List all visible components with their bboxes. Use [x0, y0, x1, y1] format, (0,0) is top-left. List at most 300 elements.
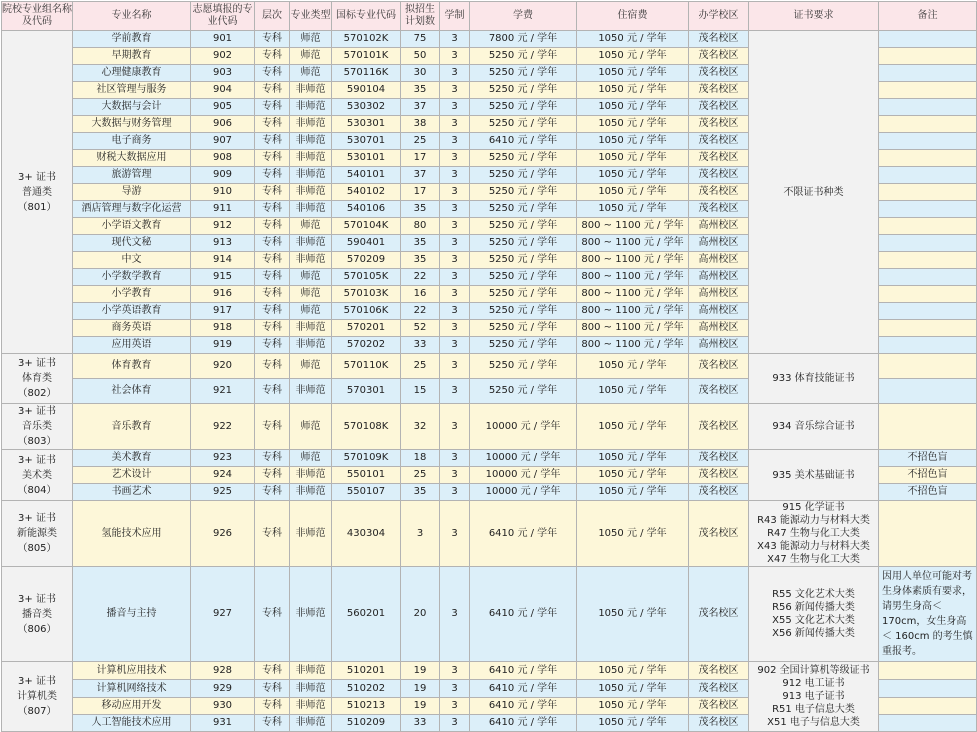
- campus: 茂名校区: [689, 201, 749, 218]
- plan-count: 19: [401, 680, 440, 698]
- national-code: 430304: [332, 501, 401, 567]
- major-type: 师范: [290, 286, 332, 303]
- years: 3: [440, 184, 470, 201]
- group-sub: 普通类: [22, 186, 52, 198]
- level: 专科: [255, 184, 290, 201]
- col-header-campus: 办学校区: [689, 2, 749, 31]
- major-type: 非师范: [290, 484, 332, 501]
- dorm-fee: 800 ~ 1100 元 / 学年: [577, 337, 689, 354]
- remark: [879, 354, 977, 379]
- level: 专科: [255, 320, 290, 337]
- major-name: 大数据与财务管理: [73, 116, 191, 133]
- level: 专科: [255, 167, 290, 184]
- col-header-level: 层次: [255, 2, 290, 31]
- tuition: 5250 元 / 学年: [470, 269, 577, 286]
- national-code: 570105K: [332, 269, 401, 286]
- remark: [879, 82, 977, 99]
- campus: 茂名校区: [689, 82, 749, 99]
- cert-requirement: [749, 567, 879, 662]
- campus: 茂名校区: [689, 133, 749, 150]
- cert-line: 913 电子证书: [782, 691, 845, 702]
- plan-count: 18: [401, 450, 440, 467]
- major-code: 928: [191, 662, 255, 680]
- tuition: 5250 元 / 学年: [470, 116, 577, 133]
- major-name: 计算机应用技术: [73, 662, 191, 680]
- major-type: 师范: [290, 65, 332, 82]
- dorm-fee: 1050 元 / 学年: [577, 48, 689, 65]
- major-type: 非师范: [290, 698, 332, 715]
- remark: [879, 48, 977, 65]
- major-code: 915: [191, 269, 255, 286]
- table-row: [2, 567, 977, 662]
- major-type: 非师范: [290, 337, 332, 354]
- national-code: 570301: [332, 379, 401, 404]
- group-cell: [2, 31, 73, 354]
- cert-line: X43 能源动力与材料大类: [757, 541, 870, 552]
- major-name: 应用英语: [73, 337, 191, 354]
- years: 3: [440, 218, 470, 235]
- major-type: 非师范: [290, 501, 332, 567]
- years: 3: [440, 379, 470, 404]
- plan-count: 20: [401, 567, 440, 662]
- major-type: 非师范: [290, 662, 332, 680]
- remark: [879, 501, 977, 567]
- tuition: 10000 元 / 学年: [470, 467, 577, 484]
- tuition: 5250 元 / 学年: [470, 235, 577, 252]
- national-code: 530302: [332, 99, 401, 116]
- cert-line: 不限证书种类: [783, 186, 844, 198]
- campus: 高州校区: [689, 320, 749, 337]
- group-name: 3+ 证书: [18, 358, 56, 369]
- plan-count: 35: [401, 235, 440, 252]
- table-row: [2, 501, 977, 567]
- years: 3: [440, 484, 470, 501]
- plan-count: 37: [401, 99, 440, 116]
- major-name: 小学英语教育: [73, 303, 191, 320]
- national-code: 540102: [332, 184, 401, 201]
- tuition: 5250 元 / 学年: [470, 218, 577, 235]
- cert-line: R55 文化艺术大类: [772, 589, 855, 600]
- remark: [879, 99, 977, 116]
- group-cell: [2, 662, 73, 732]
- group-code: （802）: [17, 388, 57, 399]
- tuition: 5250 元 / 学年: [470, 167, 577, 184]
- group-code: （806）: [17, 623, 57, 635]
- tuition: 6410 元 / 学年: [470, 133, 577, 150]
- col-header-cert: 证书要求: [749, 2, 879, 31]
- dorm-fee: 1050 元 / 学年: [577, 167, 689, 184]
- col-header-dorm: 住宿费: [577, 2, 689, 31]
- tuition: 5250 元 / 学年: [470, 354, 577, 379]
- major-name: 播音与主持: [73, 567, 191, 662]
- campus: 茂名校区: [689, 167, 749, 184]
- level: 专科: [255, 337, 290, 354]
- campus: 茂名校区: [689, 48, 749, 65]
- level: 专科: [255, 404, 290, 450]
- major-type: 师范: [290, 450, 332, 467]
- level: 专科: [255, 501, 290, 567]
- tuition: 6410 元 / 学年: [470, 698, 577, 715]
- remark: [879, 184, 977, 201]
- plan-count: 30: [401, 65, 440, 82]
- plan-count: 3: [401, 501, 440, 567]
- major-type: 非师范: [290, 82, 332, 99]
- col-header-plan: 拟招生计划数: [401, 2, 440, 31]
- tuition: 10000 元 / 学年: [470, 450, 577, 467]
- national-code: 570106K: [332, 303, 401, 320]
- tuition: 5250 元 / 学年: [470, 201, 577, 218]
- group-sub: 体育类: [22, 373, 52, 384]
- tuition: 6410 元 / 学年: [470, 715, 577, 732]
- remark: [879, 337, 977, 354]
- dorm-fee: 1050 元 / 学年: [577, 354, 689, 379]
- major-code: 918: [191, 320, 255, 337]
- campus: 茂名校区: [689, 31, 749, 48]
- major-type: 师范: [290, 218, 332, 235]
- col-header-fee: 学费: [470, 2, 577, 31]
- national-code: 540106: [332, 201, 401, 218]
- national-code: 570116K: [332, 65, 401, 82]
- major-code: 917: [191, 303, 255, 320]
- plan-count: 35: [401, 252, 440, 269]
- major-type: 非师范: [290, 252, 332, 269]
- level: 专科: [255, 82, 290, 99]
- group-name: 3+ 证书: [18, 454, 56, 466]
- years: 3: [440, 567, 470, 662]
- tuition: 10000 元 / 学年: [470, 404, 577, 450]
- plan-count: 25: [401, 467, 440, 484]
- major-type: 师范: [290, 31, 332, 48]
- group-sub: 计算机类: [17, 691, 57, 702]
- campus: 茂名校区: [689, 99, 749, 116]
- campus: 茂名校区: [689, 715, 749, 732]
- cert-line: X56 新闻传播大类: [772, 628, 855, 639]
- major-code: 912: [191, 218, 255, 235]
- major-code: 914: [191, 252, 255, 269]
- years: 3: [440, 467, 470, 484]
- dorm-fee: 1050 元 / 学年: [577, 680, 689, 698]
- major-type: 师范: [290, 303, 332, 320]
- years: 3: [440, 116, 470, 133]
- national-code: 570102K: [332, 31, 401, 48]
- remark: [879, 320, 977, 337]
- cert-line: X51 电子与信息大类: [767, 717, 860, 728]
- plan-count: 19: [401, 698, 440, 715]
- remark: 不招色盲: [879, 484, 977, 501]
- level: 专科: [255, 65, 290, 82]
- campus: 高州校区: [689, 218, 749, 235]
- cert-line: R47 生物与化工大类: [767, 528, 860, 539]
- remark: [879, 379, 977, 404]
- major-name: 小学语文教育: [73, 218, 191, 235]
- major-code: 913: [191, 235, 255, 252]
- years: 3: [440, 501, 470, 567]
- years: 3: [440, 269, 470, 286]
- major-type: 非师范: [290, 99, 332, 116]
- group-sub: 美术类: [22, 469, 52, 481]
- major-type: 非师范: [290, 201, 332, 218]
- years: 3: [440, 303, 470, 320]
- tuition: 5250 元 / 学年: [470, 65, 577, 82]
- years: 3: [440, 31, 470, 48]
- national-code: 530301: [332, 116, 401, 133]
- level: 专科: [255, 379, 290, 404]
- national-code: 510201: [332, 662, 401, 680]
- dorm-fee: 1050 元 / 学年: [577, 379, 689, 404]
- national-code: 530701: [332, 133, 401, 150]
- cert-requirement: [749, 662, 879, 732]
- major-code: 919: [191, 337, 255, 354]
- major-code: 930: [191, 698, 255, 715]
- level: 专科: [255, 662, 290, 680]
- national-code: 570109K: [332, 450, 401, 467]
- group-sub: 音乐类: [22, 421, 52, 432]
- major-code: 924: [191, 467, 255, 484]
- dorm-fee: 1050 元 / 学年: [577, 467, 689, 484]
- remark: [879, 150, 977, 167]
- major-name: 导游: [73, 184, 191, 201]
- group-sub: 播音类: [22, 608, 52, 620]
- major-name: 美术教育: [73, 450, 191, 467]
- remark: [879, 218, 977, 235]
- years: 3: [440, 99, 470, 116]
- national-code: 570103K: [332, 286, 401, 303]
- dorm-fee: 800 ~ 1100 元 / 学年: [577, 252, 689, 269]
- campus: 茂名校区: [689, 680, 749, 698]
- campus: 高州校区: [689, 286, 749, 303]
- years: 3: [440, 201, 470, 218]
- plan-count: 15: [401, 379, 440, 404]
- col-header-group: 院校专业组名称及代码: [2, 2, 73, 31]
- dorm-fee: 800 ~ 1100 元 / 学年: [577, 286, 689, 303]
- dorm-fee: 800 ~ 1100 元 / 学年: [577, 218, 689, 235]
- tuition: 10000 元 / 学年: [470, 484, 577, 501]
- campus: 茂名校区: [689, 450, 749, 467]
- national-code: 510209: [332, 715, 401, 732]
- dorm-fee: 1050 元 / 学年: [577, 662, 689, 680]
- remark: 不招色盲: [879, 450, 977, 467]
- major-name: 体育教育: [73, 354, 191, 379]
- tuition: 5250 元 / 学年: [470, 184, 577, 201]
- tuition: 5250 元 / 学年: [470, 337, 577, 354]
- group-cell: [2, 404, 73, 450]
- major-name: 财税大数据应用: [73, 150, 191, 167]
- cert-requirement: [749, 404, 879, 450]
- tuition: 5250 元 / 学年: [470, 379, 577, 404]
- major-code: 902: [191, 48, 255, 65]
- major-name: 早期教育: [73, 48, 191, 65]
- years: 3: [440, 698, 470, 715]
- campus: 茂名校区: [689, 184, 749, 201]
- col-header-major-code: 志愿填报的专业代码: [191, 2, 255, 31]
- campus: 茂名校区: [689, 467, 749, 484]
- remark: [879, 31, 977, 48]
- campus: 茂名校区: [689, 354, 749, 379]
- major-name: 电子商务: [73, 133, 191, 150]
- plan-count: 50: [401, 48, 440, 65]
- level: 专科: [255, 150, 290, 167]
- plan-count: 33: [401, 337, 440, 354]
- years: 3: [440, 82, 470, 99]
- table-body: [2, 31, 977, 732]
- cert-line: X47 生物与化工大类: [767, 554, 860, 565]
- national-code: 570201: [332, 320, 401, 337]
- campus: 茂名校区: [689, 698, 749, 715]
- cert-line: X55 文化艺术大类: [772, 615, 855, 626]
- plan-count: 35: [401, 484, 440, 501]
- national-code: 590401: [332, 235, 401, 252]
- group-name: 3+ 证书: [18, 406, 56, 417]
- major-code: 903: [191, 65, 255, 82]
- dorm-fee: 800 ~ 1100 元 / 学年: [577, 269, 689, 286]
- table-row: [2, 31, 977, 48]
- col-header-type: 专业类型: [290, 2, 332, 31]
- dorm-fee: 1050 元 / 学年: [577, 567, 689, 662]
- years: 3: [440, 450, 470, 467]
- campus: 高州校区: [689, 252, 749, 269]
- remark: [879, 201, 977, 218]
- major-name: 商务英语: [73, 320, 191, 337]
- dorm-fee: 1050 元 / 学年: [577, 715, 689, 732]
- major-code: 931: [191, 715, 255, 732]
- dorm-fee: 800 ~ 1100 元 / 学年: [577, 235, 689, 252]
- major-code: 906: [191, 116, 255, 133]
- remark: [879, 662, 977, 680]
- remark: [879, 286, 977, 303]
- admissions-table: [1, 1, 977, 732]
- level: 专科: [255, 450, 290, 467]
- table-row: [2, 450, 977, 467]
- major-type: 非师范: [290, 184, 332, 201]
- tuition: 5250 元 / 学年: [470, 150, 577, 167]
- group-name: 3+ 证书: [18, 513, 56, 524]
- group-code: （801）: [17, 201, 57, 213]
- remark: [879, 404, 977, 450]
- remark: [879, 65, 977, 82]
- major-code: 905: [191, 99, 255, 116]
- major-code: 921: [191, 379, 255, 404]
- cert-requirement: [749, 501, 879, 567]
- group-code: （805）: [17, 543, 57, 554]
- tuition: 5250 元 / 学年: [470, 320, 577, 337]
- major-code: 910: [191, 184, 255, 201]
- remark: [879, 269, 977, 286]
- plan-count: 52: [401, 320, 440, 337]
- years: 3: [440, 48, 470, 65]
- major-code: 904: [191, 82, 255, 99]
- major-name: 社会体育: [73, 379, 191, 404]
- major-type: 师范: [290, 269, 332, 286]
- major-name: 酒店管理与数字化运营: [73, 201, 191, 218]
- plan-count: 25: [401, 354, 440, 379]
- major-name: 现代文秘: [73, 235, 191, 252]
- dorm-fee: 1050 元 / 学年: [577, 484, 689, 501]
- dorm-fee: 1050 元 / 学年: [577, 82, 689, 99]
- major-code: 908: [191, 150, 255, 167]
- level: 专科: [255, 201, 290, 218]
- group-cell: [2, 501, 73, 567]
- level: 专科: [255, 116, 290, 133]
- major-name: 人工智能技术应用: [73, 715, 191, 732]
- tuition: 6410 元 / 学年: [470, 680, 577, 698]
- group-code: （807）: [17, 706, 57, 717]
- national-code: 510202: [332, 680, 401, 698]
- major-name: 中文: [73, 252, 191, 269]
- major-code: 929: [191, 680, 255, 698]
- national-code: 510213: [332, 698, 401, 715]
- campus: 茂名校区: [689, 65, 749, 82]
- cert-line: R56 新闻传播大类: [772, 602, 855, 613]
- header-row: [2, 2, 977, 31]
- group-cell: [2, 450, 73, 501]
- years: 3: [440, 320, 470, 337]
- remark: [879, 698, 977, 715]
- cert-line: 912 电工证书: [782, 678, 845, 689]
- col-header-major: 专业名称: [73, 2, 191, 31]
- campus: 茂名校区: [689, 379, 749, 404]
- major-name: 书画艺术: [73, 484, 191, 501]
- group-cell: [2, 354, 73, 404]
- plan-count: 16: [401, 286, 440, 303]
- tuition: 6410 元 / 学年: [470, 567, 577, 662]
- major-type: 非师范: [290, 320, 332, 337]
- tuition: 5250 元 / 学年: [470, 303, 577, 320]
- major-code: 909: [191, 167, 255, 184]
- years: 3: [440, 167, 470, 184]
- years: 3: [440, 680, 470, 698]
- years: 3: [440, 133, 470, 150]
- major-name: 小学数学教育: [73, 269, 191, 286]
- years: 3: [440, 715, 470, 732]
- major-code: 907: [191, 133, 255, 150]
- cert-line: 935 美术基础证书: [772, 469, 855, 481]
- plan-count: 32: [401, 404, 440, 450]
- level: 专科: [255, 698, 290, 715]
- remark: 因用人单位可能对考生身体素质有要求，请男生身高＜ 170cm，女生身高＜ 160cm 的考生慎重报考。: [879, 567, 977, 662]
- plan-count: 75: [401, 31, 440, 48]
- cert-line: 915 化学证书: [782, 502, 845, 513]
- major-name: 旅游管理: [73, 167, 191, 184]
- years: 3: [440, 404, 470, 450]
- major-type: 非师范: [290, 167, 332, 184]
- dorm-fee: 1050 元 / 学年: [577, 450, 689, 467]
- campus: 茂名校区: [689, 501, 749, 567]
- campus: 高州校区: [689, 337, 749, 354]
- major-name: 大数据与会计: [73, 99, 191, 116]
- tuition: 6410 元 / 学年: [470, 662, 577, 680]
- col-header-note: 备注: [879, 2, 977, 31]
- tuition: 6410 元 / 学年: [470, 501, 577, 567]
- national-code: 560201: [332, 567, 401, 662]
- level: 专科: [255, 133, 290, 150]
- dorm-fee: 1050 元 / 学年: [577, 65, 689, 82]
- cert-requirement: [749, 450, 879, 501]
- dorm-fee: 1050 元 / 学年: [577, 184, 689, 201]
- campus: 高州校区: [689, 235, 749, 252]
- campus: 茂名校区: [689, 404, 749, 450]
- campus: 高州校区: [689, 269, 749, 286]
- major-name: 社区管理与服务: [73, 82, 191, 99]
- remark: [879, 167, 977, 184]
- major-type: 师范: [290, 354, 332, 379]
- plan-count: 25: [401, 133, 440, 150]
- major-name: 计算机网络技术: [73, 680, 191, 698]
- major-type: 非师范: [290, 116, 332, 133]
- years: 3: [440, 65, 470, 82]
- campus: 茂名校区: [689, 116, 749, 133]
- major-type: 非师范: [290, 150, 332, 167]
- group-name: 3+ 证书: [18, 171, 56, 183]
